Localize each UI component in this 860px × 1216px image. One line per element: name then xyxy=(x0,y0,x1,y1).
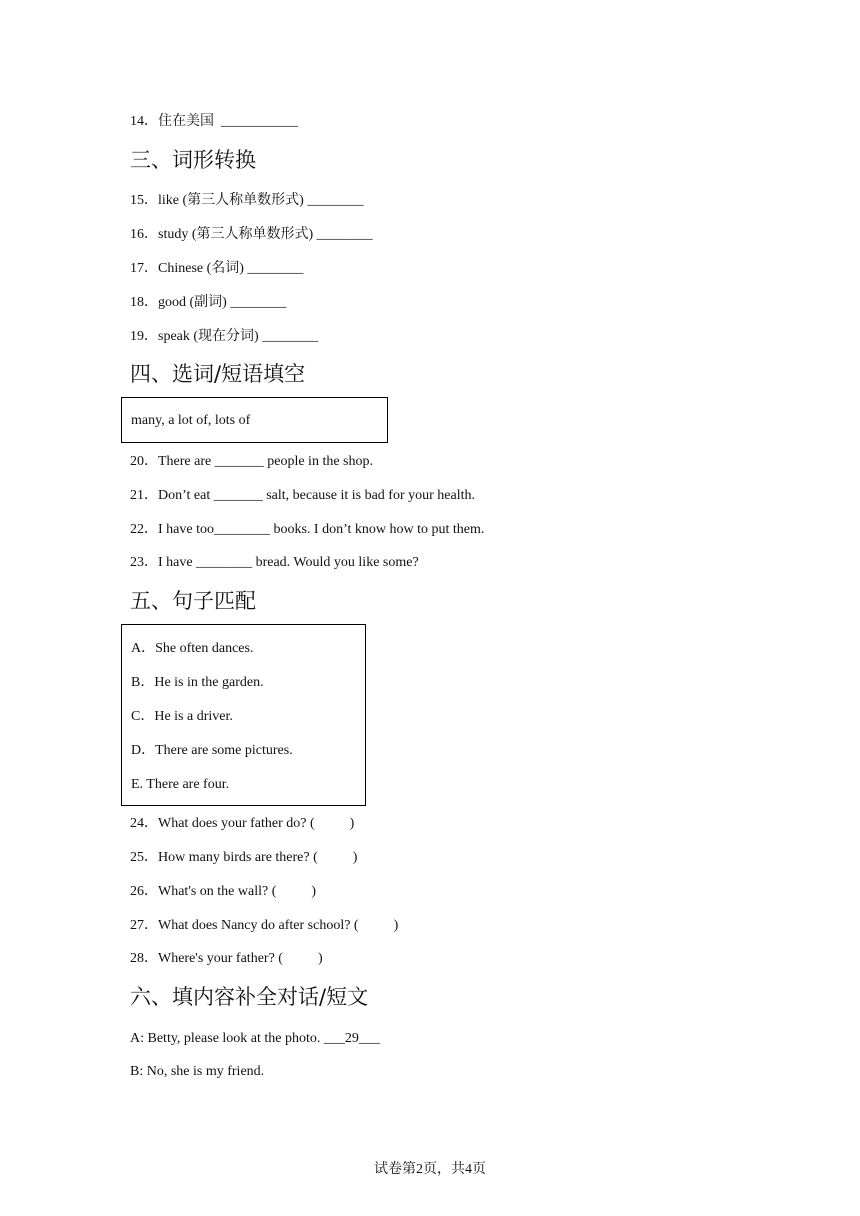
dialogue-line-a xyxy=(130,1030,380,1048)
option-c: C．He is a driver. xyxy=(131,709,233,724)
word-bank-text: many, a lot of, lots of xyxy=(131,413,251,428)
section-4-heading: 四、选词/短语填空 xyxy=(130,362,306,386)
question-20: 20．There are _______ people in the shop. xyxy=(130,454,373,469)
question-22: 22．I have too________ books. I don’t know how to put them. xyxy=(130,522,485,537)
question-16: 16．study (第三人称单数形式) ________ xyxy=(130,227,373,242)
dialogue-line-a-text: A: Betty, please look at the photo. xyxy=(130,1031,324,1046)
option-d: D．There are some pictures. xyxy=(131,743,293,758)
question-28: 28．Where's your father? ( ) xyxy=(130,951,323,966)
question-23: 23．I have ________ bread. Would you like some? xyxy=(130,555,419,570)
section-3-heading: 三、词形转换 xyxy=(130,148,256,172)
question-18: 18．good (副词) ________ xyxy=(130,295,287,310)
blank-29: ___29___ xyxy=(323,1031,380,1046)
option-b: B．He is in the garden. xyxy=(131,675,264,690)
option-e: E. There are four. xyxy=(131,777,230,792)
question-25: 25．How many birds are there? ( ) xyxy=(130,850,358,865)
question-19: 19．speak (现在分词) ________ xyxy=(130,329,319,344)
section-5-heading: 五、句子匹配 xyxy=(130,589,256,613)
options-box xyxy=(121,624,366,806)
question-26: 26．What's on the wall? ( ) xyxy=(130,884,317,899)
page-footer: 试卷第2页，共4页 xyxy=(374,1162,486,1177)
section-6-heading: 六、填内容补全对话/短文 xyxy=(130,985,369,1009)
question-17: 17．Chinese (名词) ________ xyxy=(130,261,304,276)
option-a: A．She often dances. xyxy=(131,641,254,656)
question-15: 15．like (第三人称单数形式) ________ xyxy=(130,193,364,208)
question-21: 21．Don’t eat _______ salt, because it is bad for your health. xyxy=(130,488,475,503)
question-27: 27．What does Nancy do after school? ( ) xyxy=(130,918,399,933)
dialogue-line-b: B: No, she is my friend. xyxy=(130,1064,265,1079)
word-bank-box xyxy=(121,397,388,443)
question-24: 24．What does your father do? ( ) xyxy=(130,816,355,831)
question-14: 14．住在美国 ___________ xyxy=(130,114,298,129)
